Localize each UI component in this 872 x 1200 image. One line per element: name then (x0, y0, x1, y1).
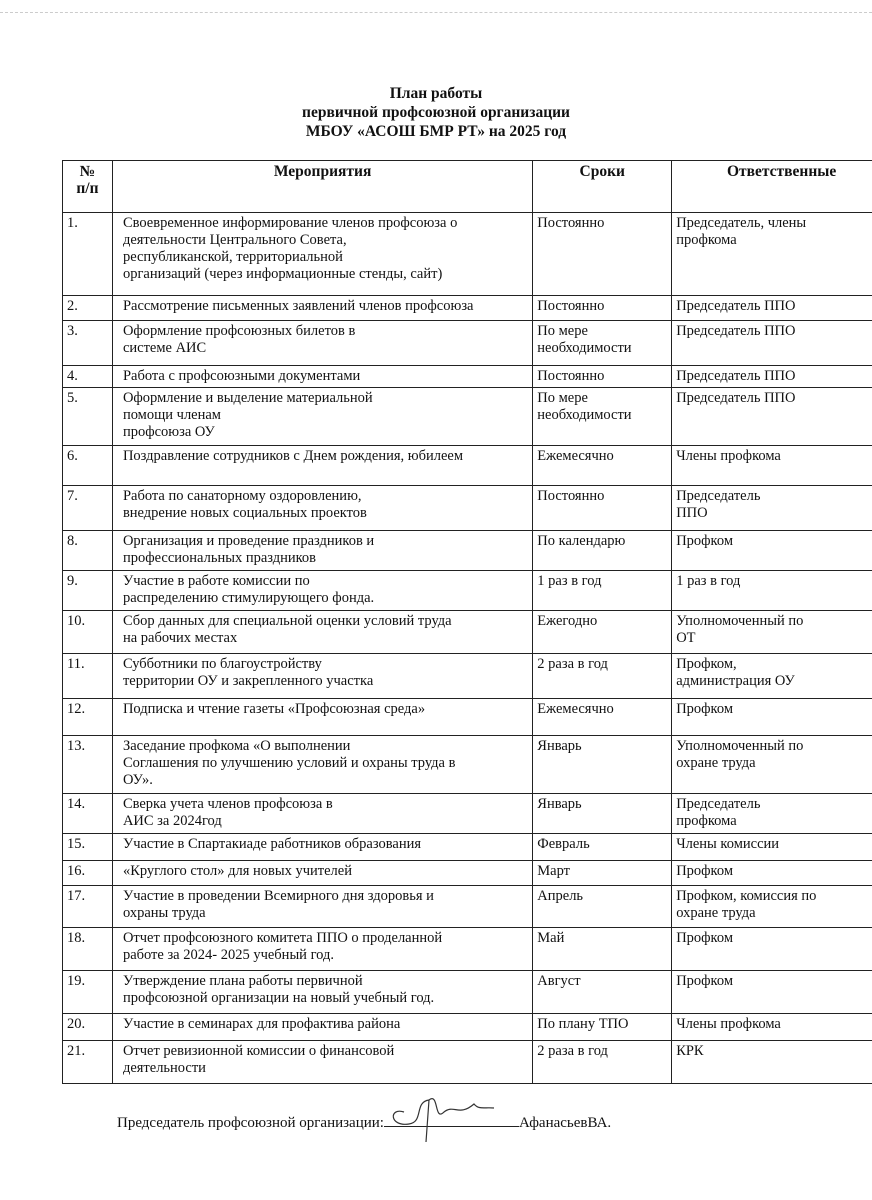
title-line-2: первичной профсоюзной организации (302, 104, 570, 121)
row-responsible: Председатель ППО (672, 486, 872, 531)
signature-block (117, 1112, 611, 1132)
handwritten-signature-icon (384, 1082, 514, 1152)
document-title (0, 84, 872, 141)
row-event: Сбор данных для специальной оценки условий труда на рабочих местах (112, 611, 532, 654)
header-terms: Сроки (533, 161, 672, 213)
row-responsible: Профком (672, 971, 872, 1014)
row-responsible: Профком (672, 531, 872, 571)
row-term: Ежемесячно (533, 699, 672, 736)
table-row (63, 736, 872, 794)
row-event: Участие в работе комиссии по распределению стимулирующего фонда. (112, 571, 532, 611)
row-number: 12. (63, 699, 113, 736)
row-event: «Круглого стол» для новых учителей (112, 861, 532, 886)
table-row (63, 571, 872, 611)
row-responsible: Профком (672, 928, 872, 971)
table-row (63, 834, 872, 861)
table-row (63, 699, 872, 736)
row-responsible: Председатель, члены профкома (672, 213, 872, 296)
header-number: № п/п (63, 161, 113, 213)
table-row (63, 794, 872, 834)
row-number: 21. (63, 1041, 113, 1084)
row-number: 14. (63, 794, 113, 834)
table-row (63, 446, 872, 486)
row-term: По плану ТПО (533, 1014, 672, 1041)
row-number: 6. (63, 446, 113, 486)
title-line-1: План работы (389, 85, 483, 102)
row-responsible: Профком (672, 861, 872, 886)
row-term: 1 раз в год (533, 571, 672, 611)
row-event: Рассмотрение письменных заявлений членов профсоюза (112, 296, 532, 321)
table-row (63, 928, 872, 971)
row-number: 7. (63, 486, 113, 531)
row-event: Подписка и чтение газеты «Профсоюзная среда» (112, 699, 532, 736)
row-number: 17. (63, 886, 113, 928)
row-term: Август (533, 971, 672, 1014)
row-number: 2. (63, 296, 113, 321)
table-row (63, 886, 872, 928)
table-row (63, 486, 872, 531)
table-row (63, 1041, 872, 1084)
row-term: Постоянно (533, 213, 672, 296)
row-responsible: Профком, администрация ОУ (672, 654, 872, 699)
row-responsible: Председатель ППО (672, 366, 872, 388)
row-term: Февраль (533, 834, 672, 861)
table-row (63, 366, 872, 388)
row-term: Март (533, 861, 672, 886)
row-event: Оформление и выделение материальной помощи членам профсоюза ОУ (112, 388, 532, 446)
row-number: 9. (63, 571, 113, 611)
row-event: Отчет ревизионной комиссии о финансовой деятельности (112, 1041, 532, 1084)
row-term: По мере необходимости (533, 388, 672, 446)
row-term: По календарю (533, 531, 672, 571)
header-events: Мероприятия (112, 161, 532, 213)
row-event: Своевременное информирование членов профсоюза о деятельности Центрального Совета, республиканской, территориальной организаций (через информационные стенды, сайт) (112, 213, 532, 296)
row-number: 5. (63, 388, 113, 446)
signature-label: Председатель профсоюзной организации: (117, 1115, 384, 1131)
row-responsible: Члены профкома (672, 446, 872, 486)
table-row (63, 611, 872, 654)
row-event: Участие в проведении Всемирного дня здоровья и охраны труда (112, 886, 532, 928)
row-responsible: Члены комиссии (672, 834, 872, 861)
table-header (63, 161, 872, 213)
signature-line (384, 1112, 519, 1127)
table-row (63, 531, 872, 571)
row-event: Утверждение плана работы первичной профсоюзной организации на новый учебный год. (112, 971, 532, 1014)
row-term: Ежегодно (533, 611, 672, 654)
row-number: 20. (63, 1014, 113, 1041)
row-responsible: Уполномоченный по ОТ (672, 611, 872, 654)
row-event: Сверка учета членов профсоюза в АИС за 2024год (112, 794, 532, 834)
row-event: Участие в семинарах для профактива района (112, 1014, 532, 1041)
table-row (63, 654, 872, 699)
header-responsible: Ответственные (672, 161, 872, 213)
row-number: 4. (63, 366, 113, 388)
scan-edge (0, 12, 872, 14)
row-event: Оформление профсоюзных билетов в системе АИС (112, 321, 532, 366)
row-responsible: Председатель профкома (672, 794, 872, 834)
table-row (63, 388, 872, 446)
row-number: 1. (63, 213, 113, 296)
row-number: 16. (63, 861, 113, 886)
row-term: 2 раза в год (533, 1041, 672, 1084)
row-responsible: Председатель ППО (672, 388, 872, 446)
row-number: 19. (63, 971, 113, 1014)
row-term: Постоянно (533, 366, 672, 388)
row-number: 15. (63, 834, 113, 861)
title-line-3: МБОУ «АСОШ БМР РТ» на 2025 год (305, 123, 567, 140)
row-responsible: Члены профкома (672, 1014, 872, 1041)
row-responsible: Профком (672, 699, 872, 736)
row-term: Постоянно (533, 486, 672, 531)
row-term: Постоянно (533, 296, 672, 321)
signatory-name: АфанасьевВА. (518, 1115, 612, 1131)
row-number: 13. (63, 736, 113, 794)
row-event: Субботники по благоустройству территории ОУ и закрепленного участка (112, 654, 532, 699)
row-event: Работа по санаторному оздоровлению, внедрение новых социальных проектов (112, 486, 532, 531)
row-responsible: 1 раз в год (672, 571, 872, 611)
row-term: Май (533, 928, 672, 971)
row-event: Участие в Спартакиаде работников образования (112, 834, 532, 861)
row-responsible: Уполномоченный по охране труда (672, 736, 872, 794)
table-row (63, 1014, 872, 1041)
row-number: 3. (63, 321, 113, 366)
row-event: Отчет профсоюзного комитета ППО о проделанной работе за 2024- 2025 учебный год. (112, 928, 532, 971)
row-responsible: Председатель ППО (672, 321, 872, 366)
table-row (63, 296, 872, 321)
row-number: 18. (63, 928, 113, 971)
row-event: Заседание профкома «О выполнении Соглашения по улучшению условий и охраны труда в ОУ». (112, 736, 532, 794)
table-row (63, 321, 872, 366)
row-term: По мере необходимости (533, 321, 672, 366)
table-row (63, 213, 872, 296)
table-row (63, 861, 872, 886)
row-number: 10. (63, 611, 113, 654)
row-term: 2 раза в год (533, 654, 672, 699)
row-responsible: Профком, комиссия по охране труда (672, 886, 872, 928)
row-term: Апрель (533, 886, 672, 928)
row-number: 11. (63, 654, 113, 699)
row-term: Ежемесячно (533, 446, 672, 486)
row-responsible: КРК (672, 1041, 872, 1084)
row-event: Организация и проведение праздников и профессиональных праздников (112, 531, 532, 571)
row-term: Январь (533, 794, 672, 834)
row-event: Работа с профсоюзными документами (112, 366, 532, 388)
row-event: Поздравление сотрудников с Днем рождения, юбилеем (112, 446, 532, 486)
row-term: Январь (533, 736, 672, 794)
row-responsible: Председатель ППО (672, 296, 872, 321)
row-number: 8. (63, 531, 113, 571)
table-row (63, 971, 872, 1014)
work-plan-table (62, 160, 872, 1084)
